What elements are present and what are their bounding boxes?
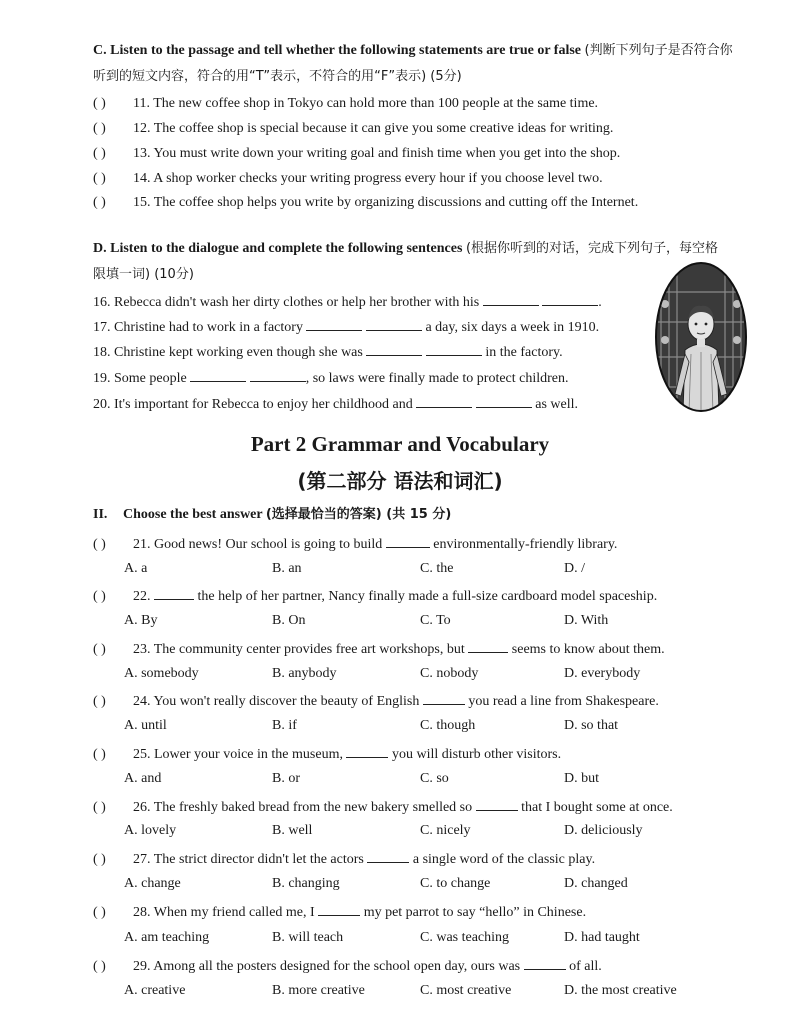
answer-paren[interactable]: ( ): [93, 589, 106, 604]
question-stem: 29. Among all the posters designed for the school open day, ours was: [133, 959, 521, 974]
option-c[interactable]: C. was teaching: [420, 930, 510, 945]
question-stem-end: seems to know about them.: [511, 642, 665, 657]
option-b[interactable]: B. or: [272, 771, 300, 786]
question-27: [93, 850, 595, 868]
option-b[interactable]: B. changing: [272, 876, 340, 891]
option-d[interactable]: D. had taught: [564, 930, 640, 945]
section-d-instruction: (根据你听到的对话，完成下列句子，每空格限填一词) (10分): [93, 241, 719, 282]
answer-paren[interactable]: ( ): [93, 146, 106, 161]
tf-item-11: [93, 96, 598, 112]
question-stem: 23. The community center provides free art workshops, but: [133, 642, 465, 657]
question-stem-end: you will disturb other visitors.: [391, 747, 562, 762]
part-2-title: Part 2 Grammar and Vocabulary: [250, 432, 550, 456]
fill-item-20: [93, 395, 578, 413]
option-d[interactable]: D. the most creative: [564, 983, 677, 998]
answer-blank[interactable]: [366, 318, 422, 331]
answer-paren[interactable]: ( ): [93, 694, 106, 709]
tf-statement: 13. You must write down your writing goal and finish time when you get into the shop.: [133, 146, 621, 161]
fill-item-17: [93, 318, 599, 336]
question-stem-end: a single word of the classic play.: [412, 852, 596, 867]
option-d[interactable]: D. deliciously: [564, 823, 643, 838]
answer-blank: [386, 535, 430, 548]
option-a[interactable]: A. change: [124, 876, 181, 891]
part-2-subtitle: (第二部分 语法和词汇): [297, 469, 503, 493]
sentence-end: .: [598, 295, 602, 310]
option-c[interactable]: C. to change: [420, 876, 491, 891]
answer-paren[interactable]: ( ): [93, 747, 106, 762]
answer-blank: [476, 798, 518, 811]
question-22: [93, 587, 657, 605]
answer-paren[interactable]: ( ): [93, 121, 106, 136]
answer-blank[interactable]: [476, 395, 532, 408]
section-ii-title: Choose the best answer: [123, 507, 263, 522]
question-stem-end: environmentally-friendly library.: [433, 537, 618, 552]
option-d[interactable]: D. everybody: [564, 666, 641, 681]
answer-paren[interactable]: ( ): [93, 800, 106, 815]
tf-statement: 12. The coffee shop is special because it can give you some creative ideas for writing.: [133, 121, 614, 136]
section-ii-instruction: (选择最恰当的答案) (共 15 分): [265, 507, 452, 522]
answer-paren[interactable]: ( ): [93, 195, 106, 210]
answer-blank: [154, 587, 194, 600]
section-c-heading: [93, 38, 733, 90]
sentence-end: , so laws were finally made to protect children.: [305, 371, 569, 386]
question-23: [93, 640, 665, 658]
fill-item-19: [93, 369, 569, 387]
answer-paren[interactable]: ( ): [93, 642, 106, 657]
answer-paren[interactable]: ( ): [93, 96, 106, 111]
option-d[interactable]: D. but: [564, 771, 599, 786]
option-b[interactable]: B. an: [272, 561, 302, 576]
option-c[interactable]: C. the: [420, 561, 454, 576]
question-stem: 28. When my friend called me, I: [133, 905, 315, 920]
answer-blank[interactable]: [416, 395, 472, 408]
option-d[interactable]: D. /: [564, 561, 585, 576]
question-stem-end: you read a line from Shakespeare.: [468, 694, 659, 709]
option-b[interactable]: B. if: [272, 718, 297, 733]
option-c[interactable]: C. nobody: [420, 666, 479, 681]
question-28: [93, 903, 586, 921]
tf-statement: 14. A shop worker checks your writing progress every hour if you choose level two.: [133, 171, 603, 186]
option-a[interactable]: A. a: [124, 561, 148, 576]
sentence-start: 19. Some people: [93, 371, 187, 386]
sentence-start: 16. Rebecca didn't wash her dirty clothes or help her brother with his: [93, 295, 480, 310]
fill-item-18: [93, 343, 563, 361]
question-stem: 27. The strict director didn't let the actors: [133, 852, 364, 867]
sentence-start: 18. Christine kept working even though she was: [93, 345, 363, 360]
option-a[interactable]: A. lovely: [124, 823, 177, 838]
sentence-end: in the factory.: [485, 345, 563, 360]
answer-blank[interactable]: [306, 318, 362, 331]
option-b[interactable]: B. well: [272, 823, 313, 838]
tf-item-14: [93, 171, 603, 187]
fill-item-16: [93, 293, 602, 311]
question-stem: 22.: [133, 589, 151, 604]
tf-item-15: [93, 195, 638, 211]
sentence-start: 20. It's important for Rebecca to enjoy her childhood and: [93, 397, 413, 412]
answer-blank[interactable]: [426, 343, 482, 356]
sentence-end: a day, six days a week in 1910.: [425, 320, 600, 335]
answer-paren[interactable]: ( ): [93, 905, 106, 920]
sentence-end: as well.: [535, 397, 579, 412]
answer-blank: [524, 957, 566, 970]
tf-statement: 11. The new coffee shop in Tokyo can hold more than 100 people at the same time.: [133, 96, 599, 111]
sentence-start: 17. Christine had to work in a factory: [93, 320, 303, 335]
section-c-title: C. Listen to the passage and tell whether the following statements are true or false: [93, 43, 582, 58]
option-a[interactable]: A. until: [124, 718, 167, 733]
question-26: [93, 798, 673, 816]
answer-blank: [468, 640, 508, 653]
answer-blank[interactable]: [250, 369, 306, 382]
section-d-heading: [93, 236, 723, 288]
question-stem-end: that I bought some at once.: [521, 800, 673, 815]
option-b[interactable]: B. On: [272, 613, 306, 628]
answer-paren[interactable]: ( ): [93, 537, 106, 552]
option-c[interactable]: C. though: [420, 718, 476, 733]
option-c[interactable]: C. To: [420, 613, 451, 628]
question-29: [93, 957, 602, 975]
option-a[interactable]: A. somebody: [124, 666, 199, 681]
option-d[interactable]: D. With: [564, 613, 609, 628]
section-d-title: D. Listen to the dialogue and complete the following sentences: [93, 241, 463, 256]
answer-paren[interactable]: ( ): [93, 959, 106, 974]
option-c[interactable]: C. most creative: [420, 983, 512, 998]
option-a[interactable]: A. am teaching: [124, 930, 210, 945]
answer-blank[interactable]: [366, 343, 422, 356]
answer-blank[interactable]: [542, 293, 598, 306]
section-c-instruction: (判断下列句子是否符合你听到的短文内容，符合的用“T”表示，不符合的用“F”表示) (5分): [93, 43, 733, 84]
option-b[interactable]: B. anybody: [272, 666, 337, 681]
answer-blank: [367, 850, 409, 863]
answer-blank: [423, 692, 465, 705]
option-c[interactable]: C. nicely: [420, 823, 471, 838]
section-ii-heading: [93, 503, 451, 523]
section-ii-label: II.: [93, 507, 108, 522]
tf-item-12: [93, 121, 613, 137]
question-stem-end: my pet parrot to say “hello” in Chinese.: [363, 905, 587, 920]
answer-blank: [346, 745, 388, 758]
option-a[interactable]: A. and: [124, 771, 162, 786]
question-21: [93, 535, 617, 553]
answer-blank[interactable]: [190, 369, 246, 382]
answer-paren[interactable]: ( ): [93, 852, 106, 867]
tf-statement: 15. The coffee shop helps you write by organizing discussions and cutting off the Internet.: [133, 195, 639, 210]
tf-item-13: [93, 146, 620, 162]
question-stem: 26. The freshly baked bread from the new bakery smelled so: [133, 800, 473, 815]
option-d[interactable]: D. changed: [564, 876, 628, 891]
option-d[interactable]: D. so that: [564, 718, 619, 733]
option-a[interactable]: A. creative: [124, 983, 186, 998]
question-24: [93, 692, 659, 710]
question-stem-end: of all.: [569, 959, 602, 974]
option-a[interactable]: A. By: [124, 613, 158, 628]
answer-blank: [318, 903, 360, 916]
option-b[interactable]: B. will teach: [272, 930, 344, 945]
answer-paren[interactable]: ( ): [93, 171, 106, 186]
option-b[interactable]: B. more creative: [272, 983, 365, 998]
question-25: [93, 745, 561, 763]
answer-blank[interactable]: [483, 293, 539, 306]
question-stem-end: the help of her partner, Nancy finally made a full-size cardboard model spaceship.: [197, 589, 658, 604]
question-stem: 25. Lower your voice in the museum,: [133, 747, 343, 762]
option-c[interactable]: C. so: [420, 771, 449, 786]
question-stem: 24. You won't really discover the beauty of English: [133, 694, 420, 709]
portrait-illustration: [655, 262, 747, 412]
question-stem: 21. Good news! Our school is going to build: [133, 537, 383, 552]
